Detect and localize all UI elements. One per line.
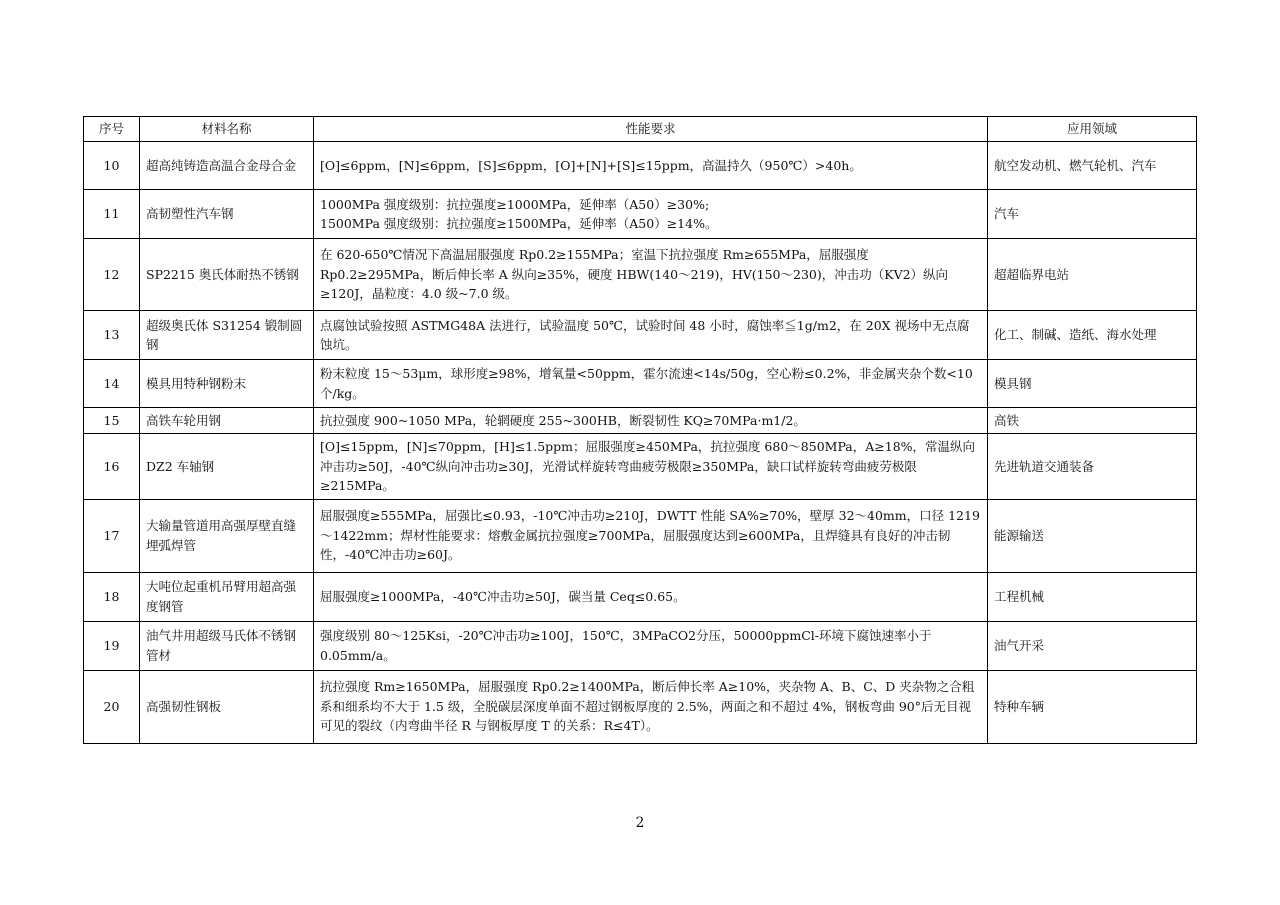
requirement-line: 屈服强度≥1000MPa，-40℃冲击功≥50J，碳当量 Ceq≤0.65。	[320, 588, 686, 604]
table-row	[84, 190, 1197, 239]
row-application: 超超临界电站	[988, 239, 1197, 311]
row-requirements	[314, 408, 988, 434]
row-requirements	[314, 239, 988, 311]
row-application: 特种车辆	[988, 670, 1197, 743]
row-requirements	[314, 670, 988, 743]
row-requirements	[314, 190, 988, 239]
requirement-line: 粉末粒度 15～53μm，球形度≥98%，增氧量<50ppm，霍尔流速<14s/50g，空心粉≤0.2%，非金属夹杂个数<10 个/kg。	[320, 366, 973, 401]
requirement-line: 1000MPa 强度级别：抗拉强度≥1000MPa，延伸率（A50）≥30%;	[320, 196, 710, 212]
table-row	[84, 239, 1197, 311]
row-no: 20	[84, 670, 140, 743]
row-requirements	[314, 311, 988, 360]
row-requirements	[314, 360, 988, 408]
requirement-line: 强度级别 80～125Ksi，-20℃冲击功≥100J，150℃，3MPaCO2分压，50000ppmCl-环境下腐蚀速率小于 0.05mm/a。	[320, 628, 932, 663]
row-application: 模具钢	[988, 360, 1197, 408]
row-requirements	[314, 434, 988, 499]
row-material-name: 模具用特种钢粉末	[140, 360, 314, 408]
row-material-name: 高韧塑性汽车钢	[140, 190, 314, 239]
materials-table	[83, 116, 1197, 744]
row-material-name: SP2215 奥氏体耐热不锈钢	[140, 239, 314, 311]
table-row	[84, 360, 1197, 408]
row-material-name: DZ2 车轴钢	[140, 434, 314, 499]
table-row	[84, 572, 1197, 621]
row-requirements	[314, 621, 988, 670]
table-row	[84, 142, 1197, 190]
table-row	[84, 670, 1197, 743]
row-requirements	[314, 142, 988, 190]
row-no: 19	[84, 621, 140, 670]
row-application: 能源输送	[988, 499, 1197, 572]
header-application: 应用领域	[988, 117, 1197, 142]
row-no: 15	[84, 408, 140, 434]
row-no: 17	[84, 499, 140, 572]
requirement-line: [O]≤15ppm，[N]≤70ppm，[H]≤1.5ppm；屈服强度≥450MPa，抗拉强度 680～850MPa，A≥18%，常温纵向冲击功≥50J，-40℃纵向冲击功≥30J，光滑试样旋转弯曲疲劳极限≥350MPa，缺口试样旋转弯曲疲劳极限≥215MPa。	[320, 439, 976, 494]
header-requirements: 性能要求	[314, 117, 988, 142]
table-row	[84, 434, 1197, 499]
requirement-line: 在 620-650℃情况下高温屈服强度 Rp0.2≥155MPa；室温下抗拉强度 Rm≥655MPa，屈服强度 Rp0.2≥295MPa，断后伸长率 A 纵向≥35%，硬度 HBW(140～219)，HV(150～230)，冲击功（KV2）纵向≥120J，晶粒度：4.0 级~7.0 级。	[320, 247, 949, 302]
row-application: 汽车	[988, 190, 1197, 239]
requirement-line: 1500MPa 强度级别：抗拉强度≥1500MPa，延伸率（A50）≥14%。	[320, 216, 718, 231]
table-row	[84, 408, 1197, 434]
row-no: 18	[84, 572, 140, 621]
requirement-line: 抗拉强度 Rm≥1650MPa，屈服强度 Rp0.2≥1400MPa，断后伸长率 A≥10%，夹杂物 A、B、C、D 夹杂物之合粗系和细系均不大于 1.5 级，全脱碳层深度单面不超过钢板厚度的 2.5%，两面之和不超过 4%，钢板弯曲 90°后无目视可见的裂纹（内弯曲半径 R 与钢板厚度 T 的关系：R≤4T）。	[320, 679, 975, 734]
row-no: 13	[84, 311, 140, 360]
row-no: 10	[84, 142, 140, 190]
row-no: 11	[84, 190, 140, 239]
table-row	[84, 311, 1197, 360]
page-number: 2	[635, 815, 645, 831]
requirement-line: 屈服强度≥555MPa，屈强比≤0.93，-10℃冲击功≥210J，DWTT 性能 SA%≥70%，壁厚 32～40mm，口径 1219～1422mm；焊材性能要求：熔敷金属抗拉强度≥700MPa，屈服强度达到≥600MPa，且焊缝具有良好的冲击韧性，-40℃冲击功≥60J。	[320, 508, 980, 563]
header-no: 序号	[84, 117, 140, 142]
header-name: 材料名称	[140, 117, 314, 142]
requirement-line: 抗拉强度 900~1050 MPa，轮辋硬度 255~300HB，断裂韧性 KQ≥70MPa·m1/2。	[320, 413, 806, 428]
row-application: 化工、制碱、造纸、海水处理	[988, 311, 1197, 360]
row-requirements	[314, 572, 988, 621]
table-row	[84, 621, 1197, 670]
row-no: 12	[84, 239, 140, 311]
row-material-name: 超级奥氏体 S31254 锻制圆钢	[140, 311, 314, 360]
row-material-name: 高铁车轮用钢	[140, 408, 314, 434]
row-no: 16	[84, 434, 140, 499]
row-application: 油气开采	[988, 621, 1197, 670]
row-material-name: 超高纯铸造高温合金母合金	[140, 142, 314, 190]
row-material-name: 高强韧性钢板	[140, 670, 314, 743]
row-application: 高铁	[988, 408, 1197, 434]
table-row	[84, 499, 1197, 572]
row-material-name: 大输量管道用高强厚壁直缝埋弧焊管	[140, 499, 314, 572]
row-no: 14	[84, 360, 140, 408]
row-application: 先进轨道交通装备	[988, 434, 1197, 499]
row-material-name: 大吨位起重机吊臂用超高强度钢管	[140, 572, 314, 621]
table-header-row	[84, 117, 1197, 142]
row-material-name: 油气井用超级马氏体不锈钢管材	[140, 621, 314, 670]
row-application: 工程机械	[988, 572, 1197, 621]
row-application: 航空发动机、燃气轮机、汽车	[988, 142, 1197, 190]
row-requirements	[314, 499, 988, 572]
requirement-line: 点腐蚀试验按照 ASTMG48A 法进行，试验温度 50℃，试验时间 48 小时，腐蚀率≦1g/m2，在 20X 视场中无点腐蚀坑。	[320, 317, 970, 352]
requirement-line: [O]≤6ppm，[N]≤6ppm，[S]≤6ppm，[O]+[N]+[S]≤15ppm，高温持久（950℃）>40h。	[320, 157, 862, 173]
